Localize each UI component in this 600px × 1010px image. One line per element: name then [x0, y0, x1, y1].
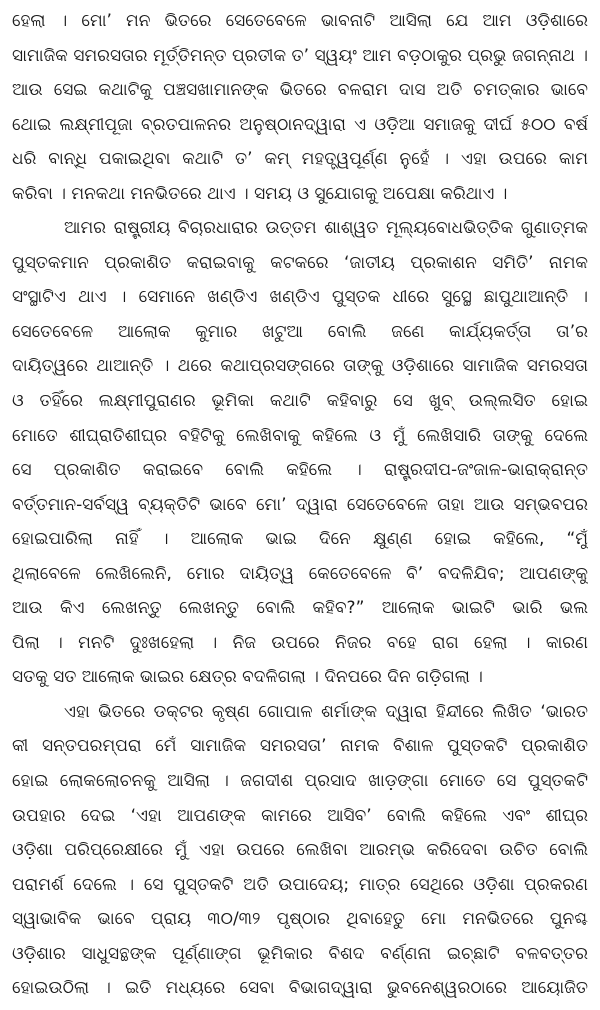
text-line: ସେ ପ୍ରକାଶିତ କରାଇବେ ବୋଲି କହିଲେ । ରାଷ୍ଟ୍ରଦୀପ-ଜଂଜାଳ-ଭାରାକ୍ରାନ୍ତ: [12, 460, 588, 481]
text-line: ଧରି ବାନ୍ଧି ପକାଇଥିବା କଥାଟି ତ’ କମ୍ ମହତ୍ତ୍ୱପୂର୍ଣ୍ଣ ନୁହେଁ । ଏହା ଉପରେ କାମ: [12, 149, 588, 170]
text-line: ସତକୁ ସତ ଆଲୋକ ଭାଇର କ୍ଷେତ୍ର ବଦଳିଗଲା । ଦିନପରେ ଦିନ ଗଡ଼ିଗଲା ।: [12, 667, 483, 688]
text-line: ସାମାଜିକ ସମରସତାର ମୂର୍ତ୍ତିମନ୍ତ ପ୍ରତୀକ ତ’ ସ୍ୱୟଂ ଆମ ବଡ଼ଠାକୁର ପ୍ରଭୁ ଜଗନ୍ନାଥ ।: [12, 45, 588, 66]
text-line: ସ୍ୱାଭାବିକ ଭାବେ ପ୍ରାୟ ୩୦/୩୨ ପୃଷ୍ଠାର ଥିବାହେତୁ ମୋ ମନଭିତରେ ପୁନଶ୍ଚ: [12, 909, 588, 930]
text-line: ଆମର ରାଷ୍ଟ୍ରୀୟ ବିଚାରଧାରାର ଉତ୍ତମ ଶାଶ୍ୱତ ମୂଲ୍ୟବୋଧଭିତ୍ତିକ ଗୁଣାତ୍ମକ: [64, 218, 588, 239]
text-line: ହୋଇପାରିଲା ନାହିଁ । ଆଲୋକ ଭାଇ ଦିନେ କ୍ଷୁଣ୍ଣ ହୋଇ କହିଲେ, “ମୁଁ: [12, 529, 588, 550]
text-line: ଥିଲାବେଳେ ଲେଖିଲେନି, ମୋର ଦାୟିତ୍ୱ କେତେବେଳେ ବି’ ବଦଳିଯିବ; ଆପଣଙ୍କୁ: [12, 563, 588, 584]
text-line: ହେଲା । ମୋ’ ମନ ଭିତରେ ସେତେବେଳେ ଭାବନାଟି ଆସିଲା ଯେ ଆମ ଓଡ଼ିଶାରେ: [12, 11, 588, 31]
text-line: ପିଲା । ମନଟି ଦୁଃଖହେଲା । ନିଜ ଉପରେ ନିଜର ବହେ ରାଗ ହେଲା । କାରଣ: [12, 632, 588, 653]
text-line: ମୋତେ ଶୀଘ୍ରାତିଶୀଘ୍ର ବହିଟିକୁ ଲେଖିବାକୁ କହିଲେ ଓ ମୁଁ ଲେଖିସାରି ତାଙ୍କୁ ଦେଲେ: [12, 425, 588, 446]
text-line: ଓ ତହିଁରେ ଲକ୍ଷ୍ମୀପୁରାଣର ଭୂମିକା କଥାଟି କହିବାରୁ ସେ ଖୁବ୍ ଉଲ୍ଲସିତ ହୋଇ: [12, 391, 588, 412]
text-line: ଉପହାର ଦେଇ ‘ଏହା ଆପଣଙ୍କ କାମରେ ଆସିବ’ ବୋଲି କହିଲେ ଏବଂ ଶୀଘ୍ର: [12, 805, 588, 826]
text-line: ଓଡ଼ିଶା ପରିପ୍ରେକ୍ଷୀରେ ମୁଁ ଏହା ଉପରେ ଲେଖିବା ଆରମ୍ଭ କରିଦେବା ଉଚିତ ବୋଲି: [12, 840, 588, 861]
text-line: ଆଉ ସେଇ କଥାଟିକୁ ପଞ୍ଚସଖାମାନଙ୍କ ଭିତରେ ବଳରାମ ଦାସ ଅତି ଚମତ୍କାର ଭାବେ: [12, 80, 588, 101]
text-line: କୀ ସନ୍ତପରମ୍ପରା ମେଁ ସାମାଜିକ ସମରସତା’ ନାମକ ବିଶାଳ ପୁସ୍ତକଟି ପ୍ରକାଶିତ: [12, 736, 588, 757]
text-line: ସେତେବେଳେ ଆଲୋକ କୁମାର ଖଟୁଆ ବୋଲି ଜଣେ କାର୍ଯ୍ୟକର୍ତ୍ତା ତା’ର: [12, 321, 588, 342]
text-line: ଆଉ କିଏ ଲେଖନ୍ତୁ ଲେଖନ୍ତୁ ବୋଲି କହିବ?” ଆଲୋକ ଭାଇଟି ଭାରି ଭଲ: [12, 598, 588, 619]
body-text: [12, 4, 588, 1006]
text-line: ଥୋଇ ଲକ୍ଷ୍ମୀପୂଜା ବ୍ରତପାଳନର ଅନୁଷ୍ଠାନଦ୍ୱାରା ଏ ଓଡ଼ିଆ ସମାଜକୁ ଦୀର୍ଘ ୫୦୦ ବର୍ଷ: [12, 114, 588, 135]
text-line: ହୋଇଉଠିଲା । ଇତି ମଧ୍ୟରେ ସେବା ବିଭାଗଦ୍ୱାରା ଭୁବନେଶ୍ୱରଠାରେ ଆୟୋଜିତ: [12, 978, 588, 999]
text-line: ଦାୟିତ୍ୱରେ ଥାଆନ୍ତି । ଥରେ କଥାପ୍ରସଙ୍ଗରେ ତାଙ୍କୁ ଓଡ଼ିଶାରେ ସାମାଜିକ ସମରସତା: [12, 356, 588, 377]
text-line: ପରାମର୍ଶ ଦେଲେ । ସେ ପୁସ୍ତକଟି ଅତି ଉପାଦେୟ; ମାତ୍ର ସେଥିରେ ଓଡ଼ିଶା ପ୍ରକରଣ: [12, 874, 588, 895]
text-line: ପୁସ୍ତକମାନ ପ୍ରକାଶିତ କରାଇବାକୁ କଟକରେ ‘ଜାତୀୟ ପ୍ରକାଶନ ସମିତି’ ନାମକ: [12, 252, 588, 273]
text-line: ସଂସ୍ଥାଟିଏ ଥାଏ । ସେମାନେ ଖଣ୍ଡିଏ ଖଣ୍ଡିଏ ପୁସ୍ତକ ଧୀରେ ସୁସ୍ଥେ ଛାପୁଥାଆନ୍ତି ।: [12, 287, 588, 308]
text-line: ହୋଇ ଲୋକଲୋଚନକୁ ଆସିଲା । ଜଗଦୀଶ ପ୍ରସାଦ ଖାଡ଼ଙ୍ଗା ମୋତେ ସେ ପୁସ୍ତକଟି: [12, 771, 588, 792]
text-line: ବର୍ତ୍ତମାନ-ସର୍ବସ୍ୱ ବ୍ୟକ୍ତିଟି ଭାବେ ମୋ’ ଦ୍ୱାରା ସେତେବେଳେ ତାହା ଆଉ ସମ୍ଭବପର: [12, 494, 588, 515]
text-line: କରିବା । ମନକଥା ମନଭିତରେ ଥାଏ । ସମୟ ଓ ସୁଯୋଗକୁ ଅପେକ୍ଷା କରିଥାଏ ।: [12, 183, 508, 204]
text-line: ଓଡ଼ିଶାର ସାଧୁସନ୍ଥଙ୍କ ପୂର୍ଣ୍ଣାଙ୍ଗ ଭୂମିକାର ବିଶଦ ବର୍ଣ୍ଣନା ଇଚ୍ଛାଟି ବଳବତ୍ତର: [12, 943, 588, 964]
text-line: ଏହା ଭିତରେ ଡକ୍ଟର କୃଷ୍ଣ ଗୋପାଳ ଶର୍ମାଙ୍କ ଦ୍ୱାରା ହିନ୍ଦୀରେ ଲିଖିତ ‘ଭାରତ: [64, 701, 588, 722]
